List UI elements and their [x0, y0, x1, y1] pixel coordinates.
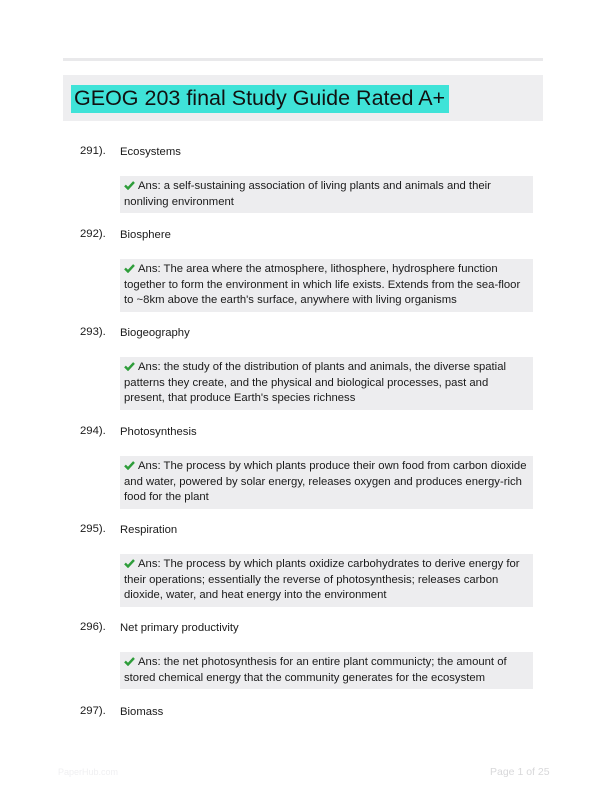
- question-number: 294).: [80, 425, 106, 437]
- qa-item: [80, 325, 540, 410]
- checkmark-icon: [124, 362, 135, 371]
- answer-box: [120, 554, 533, 607]
- question-term: Photosynthesis: [120, 426, 197, 438]
- header-divider: [63, 58, 543, 61]
- question-number: 297).: [80, 705, 106, 717]
- qa-item: [80, 704, 540, 720]
- qa-item: [80, 144, 540, 213]
- question-term: Ecosystems: [120, 146, 181, 158]
- answer-text: Ans: the study of the distribution of plants and animals, the diverse spatial patterns they create, and the physical and biological processes, past and present, that produce Earth's species richness: [124, 361, 506, 405]
- checkmark-icon: [124, 461, 135, 470]
- answer-box: [120, 357, 533, 410]
- qa-item: [80, 424, 540, 509]
- question-term: Biosphere: [120, 229, 171, 241]
- checkmark-icon: [124, 264, 135, 273]
- answer-text: Ans: a self-sustaining association of living plants and animals and their nonliving environment: [124, 180, 491, 208]
- answer-box: [120, 176, 533, 213]
- answer-text: Ans: The process by which plants oxidize carbohydrates to derive energy for their operations; essentially the reverse of photosynthesis; releases carbon dioxide, water, and heat energy into the environment: [124, 558, 520, 602]
- answer-text: Ans: The area where the atmosphere, lithosphere, hydrosphere function together to form the environment in which life exists. Extends from the sea-floor to ~8km above the earth's surface, anywhere with living organisms: [124, 263, 521, 307]
- question-term: Respiration: [120, 524, 178, 536]
- qa-item: [80, 522, 540, 607]
- question-number: 296).: [80, 621, 106, 633]
- page-title: GEOG 203 final Study Guide Rated A+: [71, 85, 449, 113]
- question-term: Biomass: [120, 706, 164, 718]
- question-number: 292).: [80, 228, 106, 240]
- answer-text: Ans: The process by which plants produce their own food from carbon dioxide and water, powered by solar energy, releases oxygen and produces energy-rich food for the plant: [124, 460, 527, 504]
- footer-watermark: PaperHub.com: [58, 767, 119, 777]
- checkmark-icon: [124, 559, 135, 568]
- page-number: Page 1 of 25: [490, 766, 550, 778]
- qa-item: [80, 620, 540, 689]
- question-number: 295).: [80, 523, 106, 535]
- title-banner: [63, 75, 543, 121]
- question-number: 293).: [80, 326, 106, 338]
- checkmark-icon: [124, 657, 135, 666]
- answer-text: Ans: the net photosynthesis for an entire plant communicty; the amount of stored chemical energy that the community generates for the ecosystem: [124, 656, 507, 684]
- answer-box: [120, 456, 533, 509]
- qa-item: [80, 227, 540, 312]
- question-number: 291).: [80, 145, 106, 157]
- question-term: Biogeography: [120, 327, 190, 339]
- answer-box: [120, 652, 533, 689]
- question-term: Net primary productivity: [120, 622, 239, 634]
- checkmark-icon: [124, 181, 135, 190]
- answer-box: [120, 259, 533, 312]
